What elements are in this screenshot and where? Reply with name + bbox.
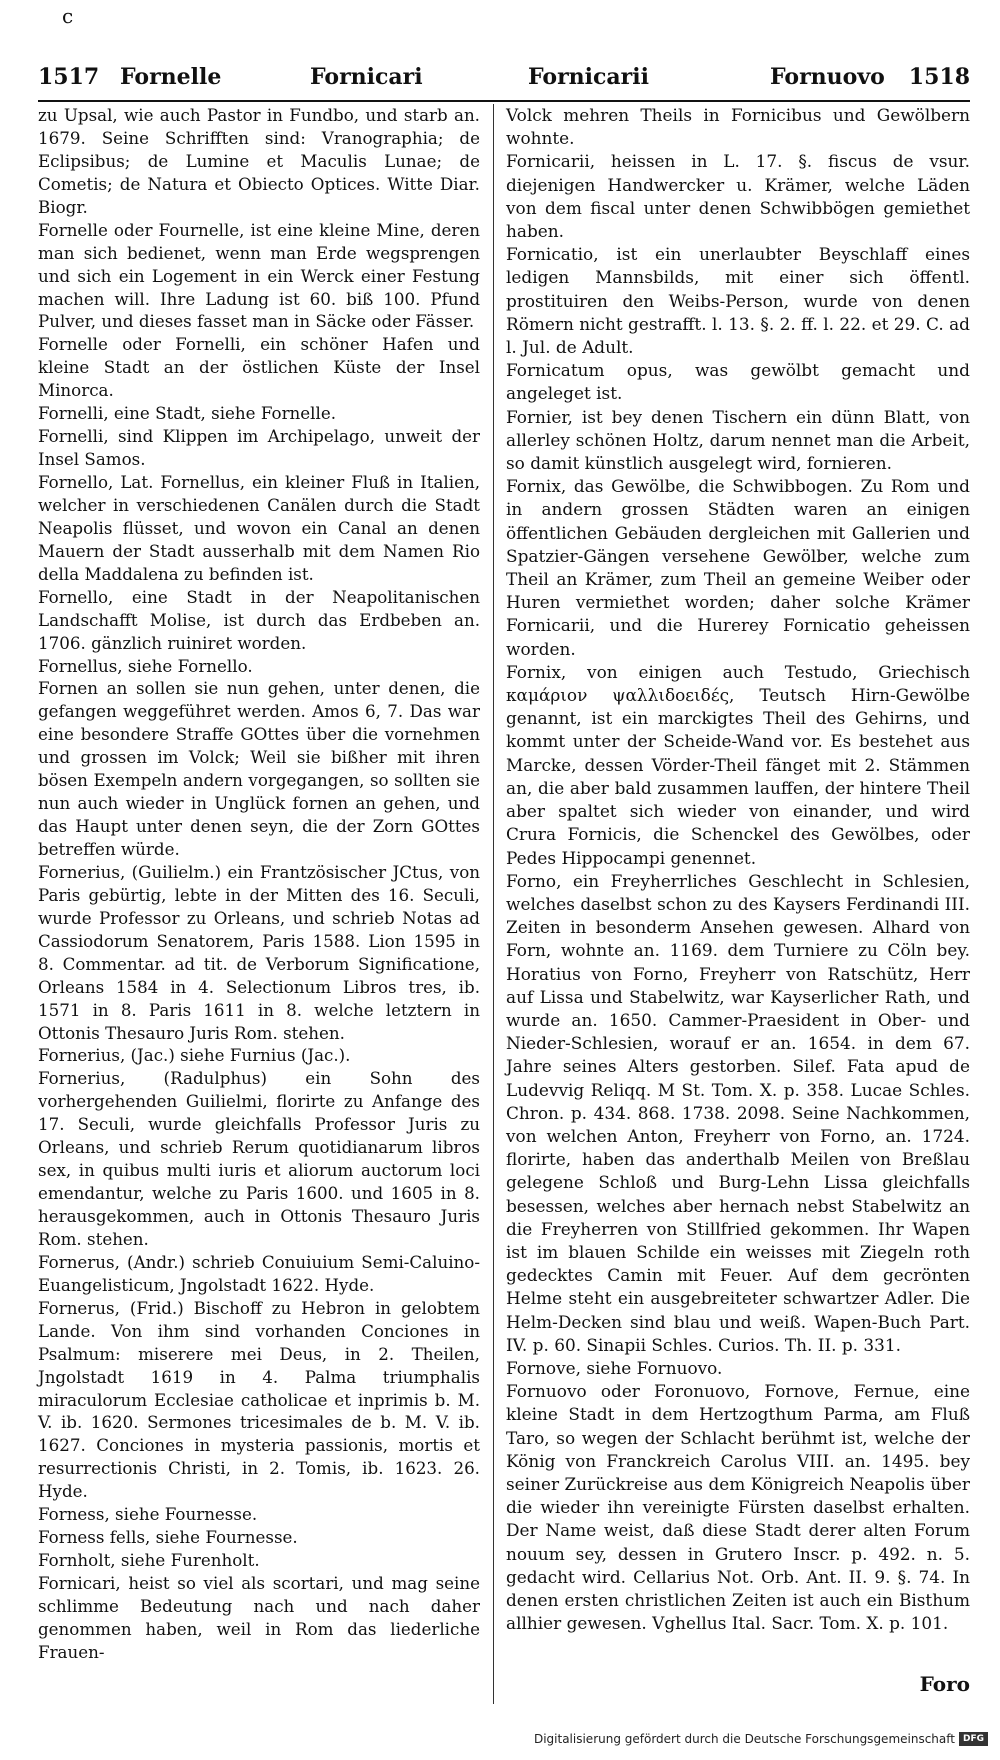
footer-text: Digitalisierung gefördert durch die Deutsche Forschungsgemeinschaft (533, 1732, 955, 1746)
entry: Fornerius, (Jac.) siehe Furnius (Jac.). (38, 1045, 351, 1066)
header-word-4: Fornuovo (770, 64, 885, 90)
entry: Fornerius, (Guilielm.) ein Frantzösischer JCtus, von Paris gebürtig, lebte in der Mitten des 16. Seculi, wurde Professor zu Orleans, und schrieb Notas ad Cassiodorum Senatorem, Paris 1588. Lion 1595 in 8. Commentar. ad tit. de Verborum Significatione, Orleans 1584 in 4. Selectionum Libros tres, ib. 1571 in 8. Paris 1611 in 8. welche letztern in Ottonis Thesauro Juris Rom. stehen. (38, 861, 480, 1043)
entry: Fornelli, sind Klippen im Archipelago, unweit der Insel Samos. (38, 426, 480, 470)
entry: Fornelli, eine Stadt, siehe Fornelle. (38, 403, 337, 424)
entry: Volck mehren Theils in Fornicibus und Gewölbern wohnte. (506, 105, 970, 149)
dfg-logo: DFG (959, 1732, 988, 1746)
entry: Fornicari, heist so viel als scortari, und mag seine schlimme Bedeutung nach und nach daher genommen haben, weil in Rom das liederliche Frauen- (38, 1573, 480, 1662)
left-page-number: 1517 (38, 64, 100, 90)
entry: Forness, siehe Fournesse. (38, 1504, 258, 1525)
entry: Fornicatum opus, was gewölbt gemacht und angeleget ist. (506, 360, 970, 404)
page-mark: c (62, 4, 74, 28)
entry: zu Upsal, wie auch Pastor in Fundbo, und starb an. 1679. Seine Schrifften sind: Vranographia; de Eclipsibus; de Lumine et Maculis Lunae; de Cometis; de Natura et Obiecto Optices. Witte Diar. Biogr. (38, 105, 480, 217)
entry: Fornix, von einigen auch Testudo, Griechisch καμάριον ψαλλιδοειδές, Teutsch Hirn-Gewölbe genannt, ist ein marckigtes Theil des Gehirns, und kommt unter der Scheide-Wand vor. Es bestehet aus Marcke, dessen Vörder-Theil fänget mit 2. Stämmen an, die aber bald zusammen lauffen, der hintere Theil aber spaltet sich wieder von einander, und wird Crura Fornicis, die Schenckel des Gewölbes, oder Pedes Hippocampi genennet. (506, 661, 970, 868)
entry: Fornier, ist bey denen Tischern ein dünn Blatt, von allerley schönen Holtz, darum nennet man die Arbeit, so damit künstlich ausgelegt wird, fornieren. (506, 406, 970, 474)
catchword: Foro (919, 1672, 970, 1696)
entry: Forno, ein Freyherrliches Geschlecht in Schlesien, welches daselbst schon zu des Kaysers Ferdinandi III. Zeiten in besonderm Ansehen gewesen. Alhard von Forn, wohnte an. 1169. dem Turniere zu Cöln bey. Horatius von Forno, Freyherr von Ratschütz, Herr auf Lissa und Stabelwitz, war Kayserlicher Rath, und wurde an. 1650. Cammer-Praesident in Ober- und Nieder-Schlesien, worauf er an. 1654. in dem 67. Jahre seines Alters gestorben. Silef. Fata apud de Ludevvig Reliqq. M St. Tom. X. p. 358. Lucae Schles. Chron. p. 434. 868. 1738. 2098. Seine Nachkommen, von welchen Anton, Freyherr von Forno, an. 1724. florirte, haben das anderthalb Meilen von Breßlau gelegene Schloß und Burg-Lehn Lissa gleichfalls besessen, welches aber hernach nebst Stabelwitz an die Freyherren von Stillfried gekommen. Ihr Wapen ist im blauen Schilde ein weisses mit Ziegeln roth gedecktes Camin mit Feuer. Auf dem gecrönten Helme steht ein ausgebreiteter schwartzer Adler. Die Helm-Decken sind blau und weiß. Wapen-Buch Part. IV. p. 60. Sinapii Schles. Curios. Th. II. p. 331. (506, 870, 970, 1355)
entry: Fornerus, (Andr.) schrieb Conuiuium Semi-Caluino-Euangelisticum, Jngolstadt 1622. Hyde. (38, 1251, 480, 1295)
entry: Fornuovo oder Foronuovo, Fornove, Fernue, eine kleine Stadt in dem Hertzogthum Parma, am Fluß Taro, so wegen der Schlacht berühmt ist, welche der König von Franckreich Carolus VIII. an. 1495. bey seiner Zurückreise aus dem Königreich Neapolis über die wieder ihn vereinigte Fürsten daselbst erhalten. Der Name weist, daß diese Stadt derer alten Forum nouum sey, dessen in Grutero Inscr. p. 492. n. 5. gedacht wird. Cellarius Not. Orb. Ant. II. 9. §. 74. In denen ersten christlichen Zeiten ist auch ein Bisthum allhier gewesen. Vghellus Ital. Sacr. Tom. X. p. 101. (506, 1381, 970, 1634)
header-word-3: Fornicarii (528, 64, 649, 90)
entry: Fornelle oder Fornelli, ein schöner Hafen und kleine Stadt an der östlichen Küste der Insel Minorca. (38, 334, 480, 401)
entry: Fornix, das Gewölbe, die Schwibbogen. Zu Rom und in andern grossen Städten waren an einigen öffentlichen Gebäuden dergleichen mit Gallerien und Spatzier-Gängen versehene Gewölber, welche zum Theil an Krämer, zum Theil an gemeine Weiber oder Huren vermiethet worden; daher solche Krämer Fornicarii, und die Hurerey Fornicatio geheissen worden. (506, 476, 970, 659)
entry: Forness fells, siehe Fournesse. (38, 1527, 298, 1548)
entry: Fornerus, (Frid.) Bischoff zu Hebron in gelobtem Lande. Von ihm sind vorhanden Conciones in Psalmum: miserere mei Deus, in 2. Theilen, Jngolstadt 1619 in 4. Palma triumphalis miraculorum Ecclesiae catholicae et inprimis b. M. V. ib. 1620. Sermones tricesimales de b. M. V. ib. 1627. Conciones in mysteria passionis, mortis et resurrectionis Christi, in 2. Tomis, ib. 1623. 26. Hyde. (38, 1297, 480, 1502)
header-word-1: Fornelle (120, 64, 222, 90)
column-divider (493, 104, 494, 1704)
entry: Fornholt, siehe Furenholt. (38, 1550, 260, 1571)
entry: Fornerius, (Radulphus) ein Sohn des vorhergehenden Guilielmi, florirte zu Anfange des 17. Seculi, wurde gleichfalls Professor Juris zu Orleans, und schrieb Rerum quotidianarum libros sex, in quibus multi iuris et aliorum auctorum loci emendantur, welche zu Paris 1600. und 1605 in 8. herausgekommen, auch in Ottonis Thesauro Juris Rom. stehen. (38, 1068, 480, 1249)
left-column (38, 104, 480, 1664)
entry: Fornello, eine Stadt in der Neapolitanischen Landschafft Molise, ist durch das Erdbeben an. 1706. gänzlich ruiniret worden. (38, 586, 480, 653)
entry: Fornicatio, ist ein unerlaubter Beyschlaff eines ledigen Mannsbilds, mit einer sich öffentl. prostituiren den Weibs-Person, wurde von denen Römern nicht gestrafft. l. 13. §. 2. ff. l. 22. et 29. C. ad l. Jul. de Adult. (506, 244, 970, 358)
entry: Fornove, siehe Fornuovo. (506, 1357, 723, 1378)
entry: Fornelle oder Fournelle, ist eine kleine Mine, deren man sich bedienet, wenn man Erde wegsprengen und sich ein Logement in ein Werck einer Festung machen will. Ihre Ladung ist 60. biß 100. Pfund Pulver, und dieses fasset man in Säcke oder Fässer. (38, 219, 480, 332)
entry: Fornello, Lat. Fornellus, ein kleiner Fluß in Italien, welcher in verschiedenen Canälen durch die Stadt Neapolis flüsset, und wovon ein Canal an denen Mauern der Stadt ausserhalb mit dem Namen Rio della Maddalena zu befinden ist. (38, 472, 480, 584)
running-header (38, 58, 970, 102)
entry: Fornellus, siehe Fornello. (38, 655, 253, 676)
entry: Fornicarii, heissen in L. 17. §. fiscus de vsur. diejenigen Handwercker u. Krämer, welche Läden von dem fiscal unter denen Schwibbögen gemiethet haben. (506, 151, 970, 242)
header-rule (38, 100, 970, 102)
entry: Fornen an sollen sie nun gehen, unter denen, die gefangen weggeführet werden. Amos 6, 7. Das war eine besondere Straffe GOttes über die vornehmen und grossen im Volck; Weil sie bißher mit ihren bösen Exempeln andern vorgegangen, so sollten sie nun auch wieder in Unglück fornen an gehen, und das Haupt unter denen seyn, die der Zorn GOttes betreffen würde. (38, 678, 480, 859)
right-column (506, 104, 970, 1635)
digitization-footer (534, 1732, 988, 1746)
right-page-number: 1518 (908, 64, 970, 90)
header-word-2: Fornicari (310, 64, 423, 90)
